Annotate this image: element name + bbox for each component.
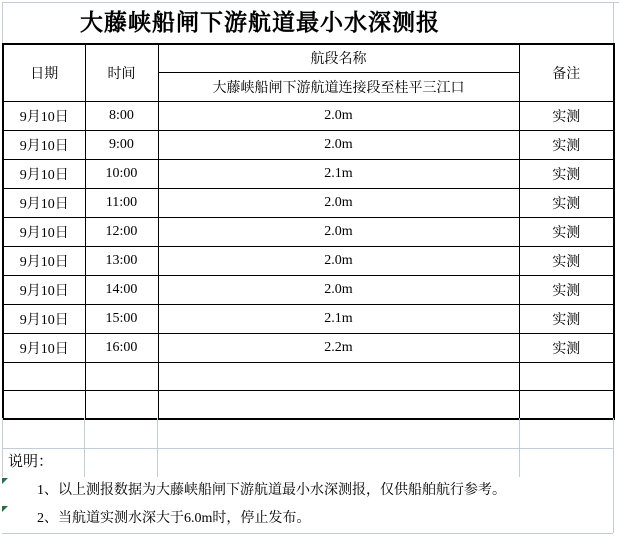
remark-cell[interactable]: 实测 <box>519 188 614 217</box>
depth-cell[interactable]: 2.2m <box>158 333 519 362</box>
time-cell[interactable]: 13:00 <box>85 246 158 275</box>
empty-cell[interactable] <box>519 390 614 419</box>
date-cell[interactable]: 9月10日 <box>3 188 85 217</box>
date-cell[interactable]: 9月10日 <box>3 246 85 275</box>
remark-cell[interactable]: 实测 <box>519 217 614 246</box>
date-cell[interactable]: 9月10日 <box>3 159 85 188</box>
remark-cell[interactable]: 实测 <box>519 275 614 304</box>
table-row <box>3 188 614 217</box>
empty-row <box>3 390 614 419</box>
empty-row <box>3 362 614 390</box>
gridline <box>613 2 614 43</box>
table-row <box>3 130 614 159</box>
date-cell[interactable]: 9月10日 <box>3 101 85 130</box>
header-date[interactable]: 日期 <box>3 44 85 101</box>
time-cell[interactable]: 14:00 <box>85 275 158 304</box>
report-title: 大藤峡船闸下游航道最小水深测报 <box>80 10 440 35</box>
empty-cell[interactable] <box>158 362 519 390</box>
note-item[interactable]: 1、以上测报数据为大藤峡船闸下游航道最小水深测报，仅供船舶航行参考。 <box>2 477 613 505</box>
date-cell[interactable]: 9月10日 <box>3 333 85 362</box>
depth-cell[interactable]: 2.1m <box>158 304 519 333</box>
notes-label[interactable]: 说明： <box>8 454 54 470</box>
empty-cell[interactable] <box>158 390 519 419</box>
remark-cell[interactable]: 实测 <box>519 159 614 188</box>
depth-cell[interactable]: 2.0m <box>158 188 519 217</box>
date-cell[interactable]: 9月10日 <box>3 217 85 246</box>
time-cell[interactable]: 10:00 <box>85 159 158 188</box>
empty-cell[interactable] <box>3 390 85 419</box>
table-row <box>3 217 614 246</box>
remark-cell[interactable]: 实测 <box>519 333 614 362</box>
table-row <box>3 304 614 333</box>
empty-cell[interactable] <box>519 362 614 390</box>
table-row <box>3 275 614 304</box>
time-cell[interactable]: 11:00 <box>85 188 158 217</box>
table-row <box>3 101 614 130</box>
depth-cell[interactable]: 2.0m <box>158 246 519 275</box>
date-cell[interactable]: 9月10日 <box>3 275 85 304</box>
date-cell[interactable]: 9月10日 <box>3 130 85 159</box>
table-row <box>3 159 614 188</box>
note-item[interactable]: 2、当航道实测水深大于6.0m时，停止发布。 <box>2 505 613 533</box>
header-segment-group[interactable]: 航段名称 <box>158 44 519 72</box>
table-row <box>3 246 614 275</box>
gridline <box>519 418 520 477</box>
time-cell[interactable]: 15:00 <box>85 304 158 333</box>
gridline <box>2 448 613 449</box>
report-table <box>2 43 615 420</box>
header-remark[interactable]: 备注 <box>519 44 614 101</box>
empty-cell[interactable] <box>85 390 158 419</box>
cell-flag-icon <box>2 478 8 484</box>
gridline <box>157 418 158 477</box>
remark-cell[interactable]: 实测 <box>519 246 614 275</box>
time-cell[interactable]: 12:00 <box>85 217 158 246</box>
gridline <box>613 418 614 533</box>
table-row <box>3 333 614 362</box>
gridline <box>2 533 613 534</box>
header-row <box>3 44 614 72</box>
remark-cell[interactable]: 实测 <box>519 130 614 159</box>
date-cell[interactable]: 9月10日 <box>3 304 85 333</box>
depth-cell[interactable]: 2.0m <box>158 101 519 130</box>
empty-cell[interactable] <box>3 362 85 390</box>
depth-cell[interactable]: 2.0m <box>158 130 519 159</box>
depth-cell[interactable]: 2.0m <box>158 275 519 304</box>
time-cell[interactable]: 16:00 <box>85 333 158 362</box>
cell-flag-icon <box>2 506 8 512</box>
gridline <box>84 418 85 477</box>
remark-cell[interactable]: 实测 <box>519 101 614 130</box>
depth-cell[interactable]: 2.0m <box>158 217 519 246</box>
time-cell[interactable]: 8:00 <box>85 101 158 130</box>
header-time[interactable]: 时间 <box>85 44 158 101</box>
remark-cell[interactable]: 实测 <box>519 304 614 333</box>
time-cell[interactable]: 9:00 <box>85 130 158 159</box>
header-segment-name[interactable]: 大藤峡船闸下游航道连接段至桂平三江口 <box>158 72 519 101</box>
empty-cell[interactable] <box>85 362 158 390</box>
depth-cell[interactable]: 2.1m <box>158 159 519 188</box>
